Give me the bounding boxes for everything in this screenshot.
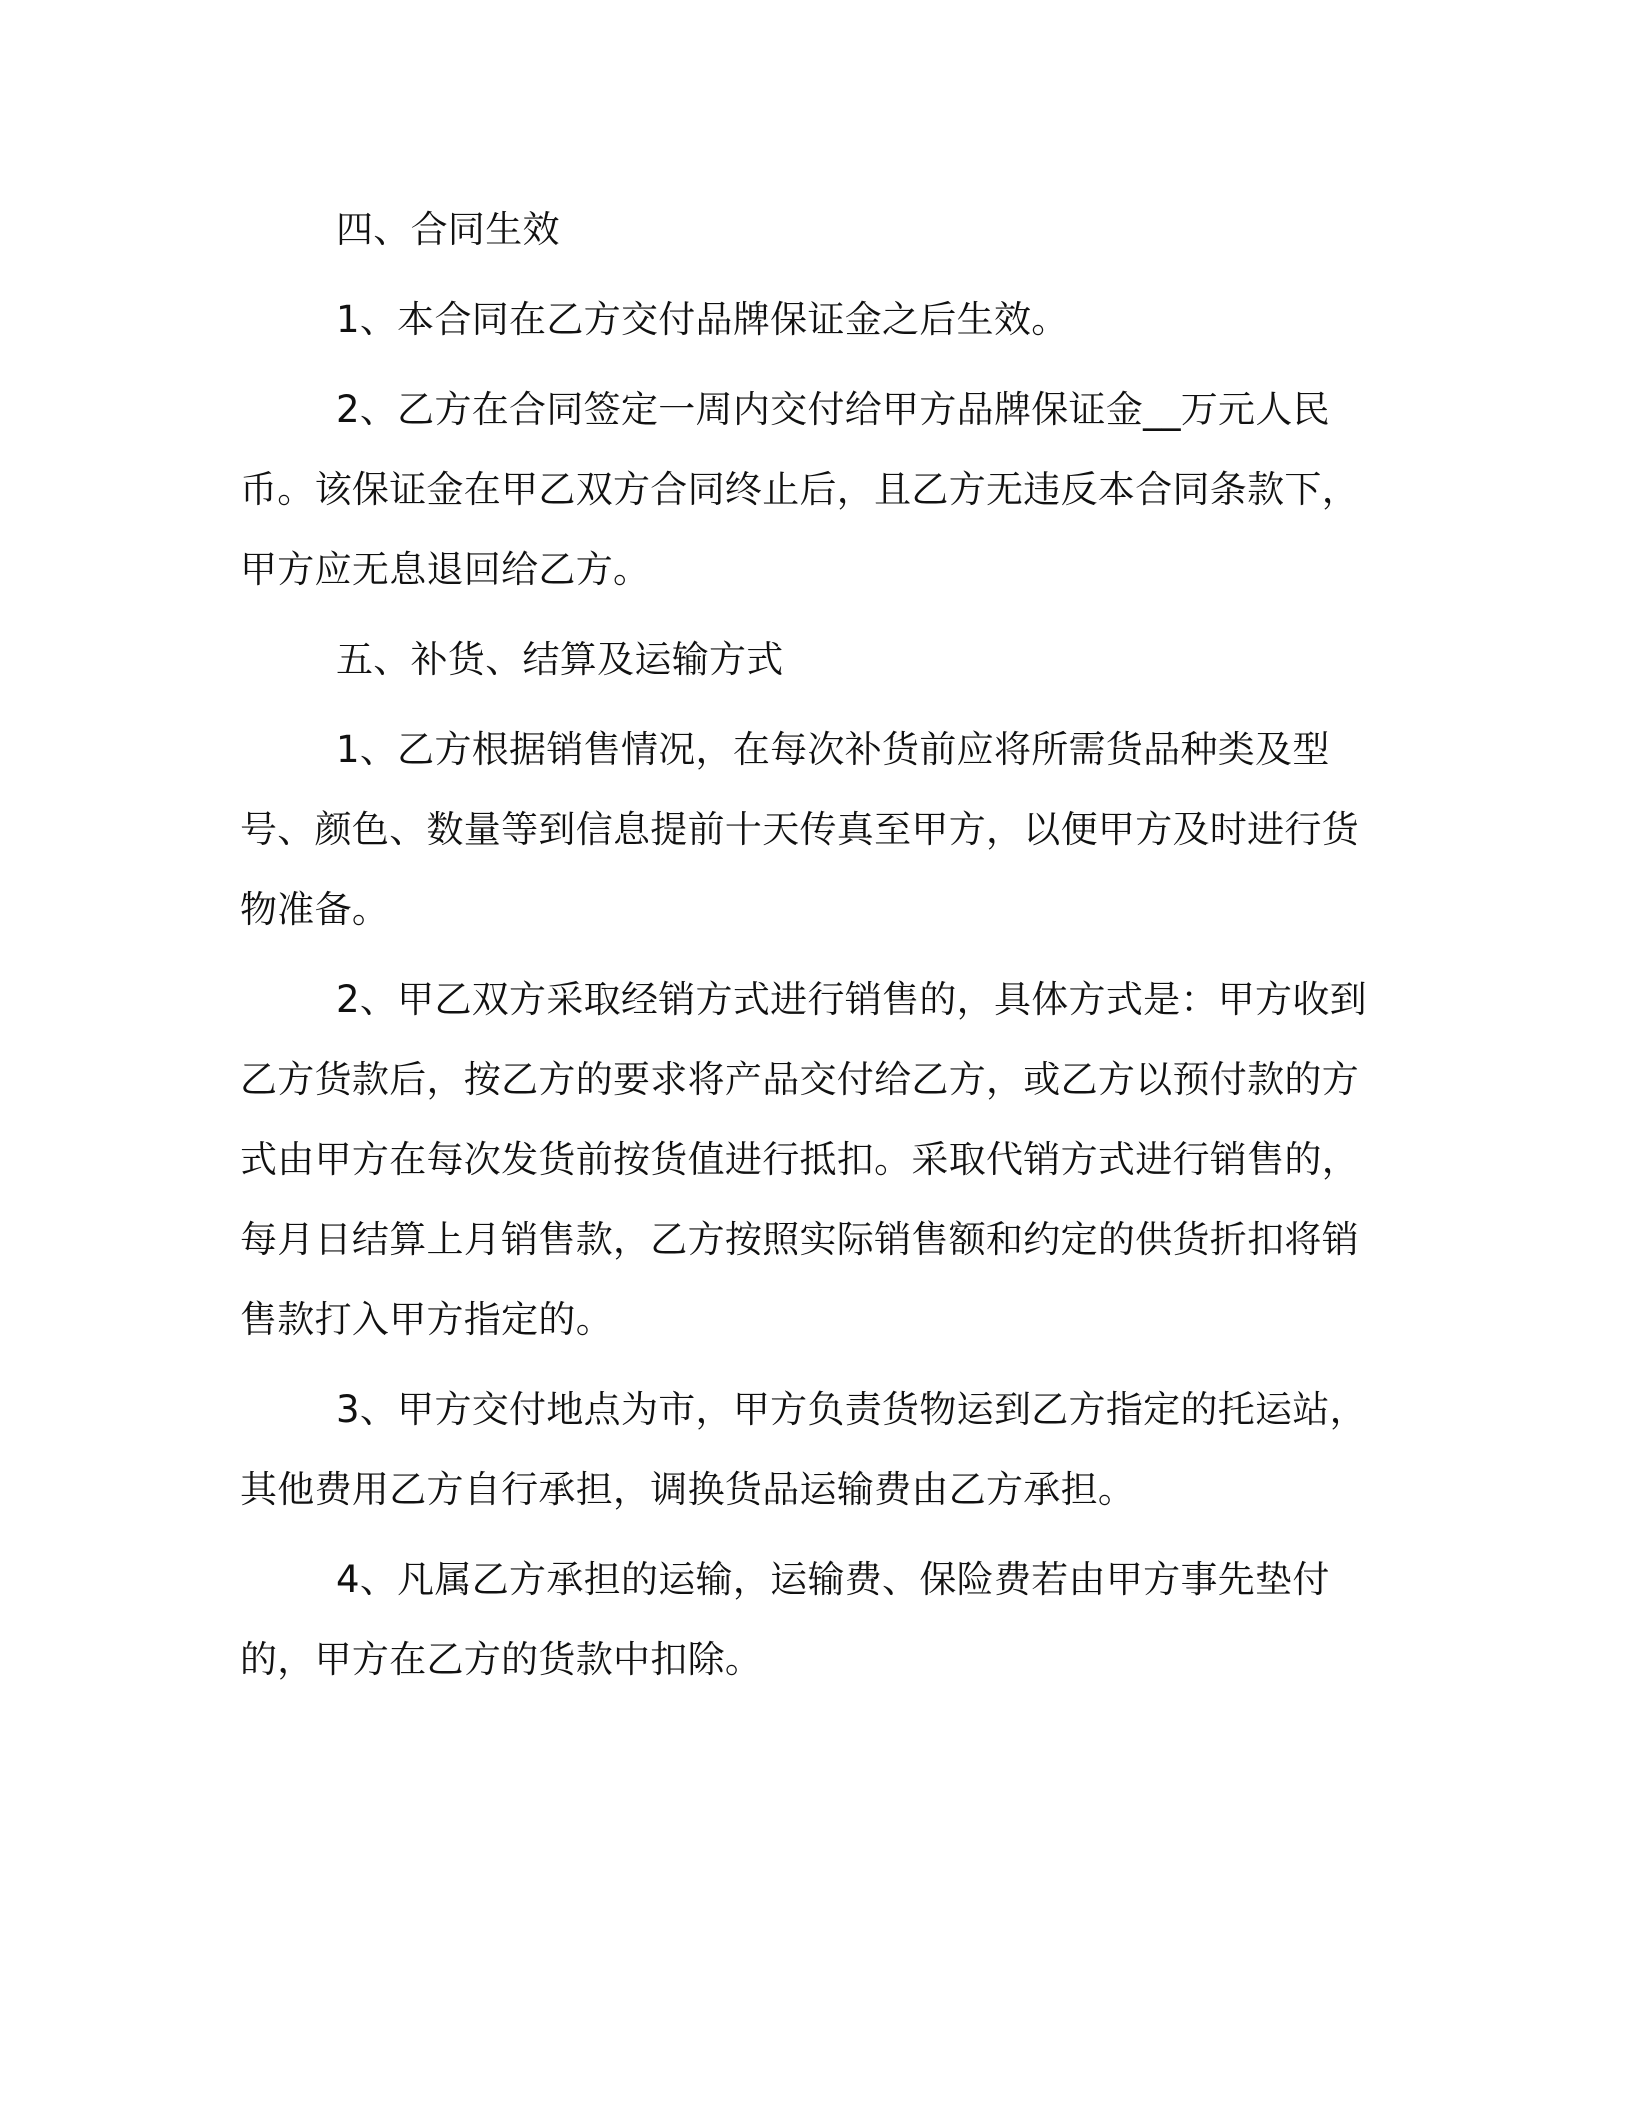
document-body (240, 190, 1380, 1710)
clause-5-3: 3、甲方交付地点为市，甲方负责货物运到乙方指定的托运站，其他费用乙方自行承担，调换货品运输费由乙方承担。 (240, 1388, 1367, 1511)
clause-4-1: 1、本合同在乙方交付品牌保证金之后生效。 (336, 298, 1069, 341)
section-heading-contract-effect: 四、合同生效 (336, 208, 560, 251)
section-heading-restock-settlement-transport: 五、补货、结算及运输方式 (336, 638, 784, 681)
clause-5-4: 4、凡属乙方承担的运输，运输费、保险费若由甲方事先垫付的，甲方在乙方的货款中扣除。 (240, 1558, 1330, 1681)
clause-4-2: 2、乙方在合同签定一周内交付给甲方品牌保证金__万元人民币。该保证金在甲乙双方合同终止后，且乙方无违反本合同条款下，甲方应无息退回给乙方。 (240, 388, 1359, 591)
clause-5-1: 1、乙方根据销售情况，在每次补货前应将所需货品种类及型号、颜色、数量等到信息提前十天传真至甲方，以便甲方及时进行货物准备。 (240, 728, 1359, 931)
clause-5-2: 2、甲乙双方采取经销方式进行销售的，具体方式是：甲方收到乙方货款后，按乙方的要求将产品交付给乙方，或乙方以预付款的方式由甲方在每次发货前按货值进行抵扣。采取代销方式进行销售的，每月日结算上月销售款，乙方按照实际销售额和约定的供货折扣将销售款打入甲方指定的。 (240, 978, 1367, 1341)
